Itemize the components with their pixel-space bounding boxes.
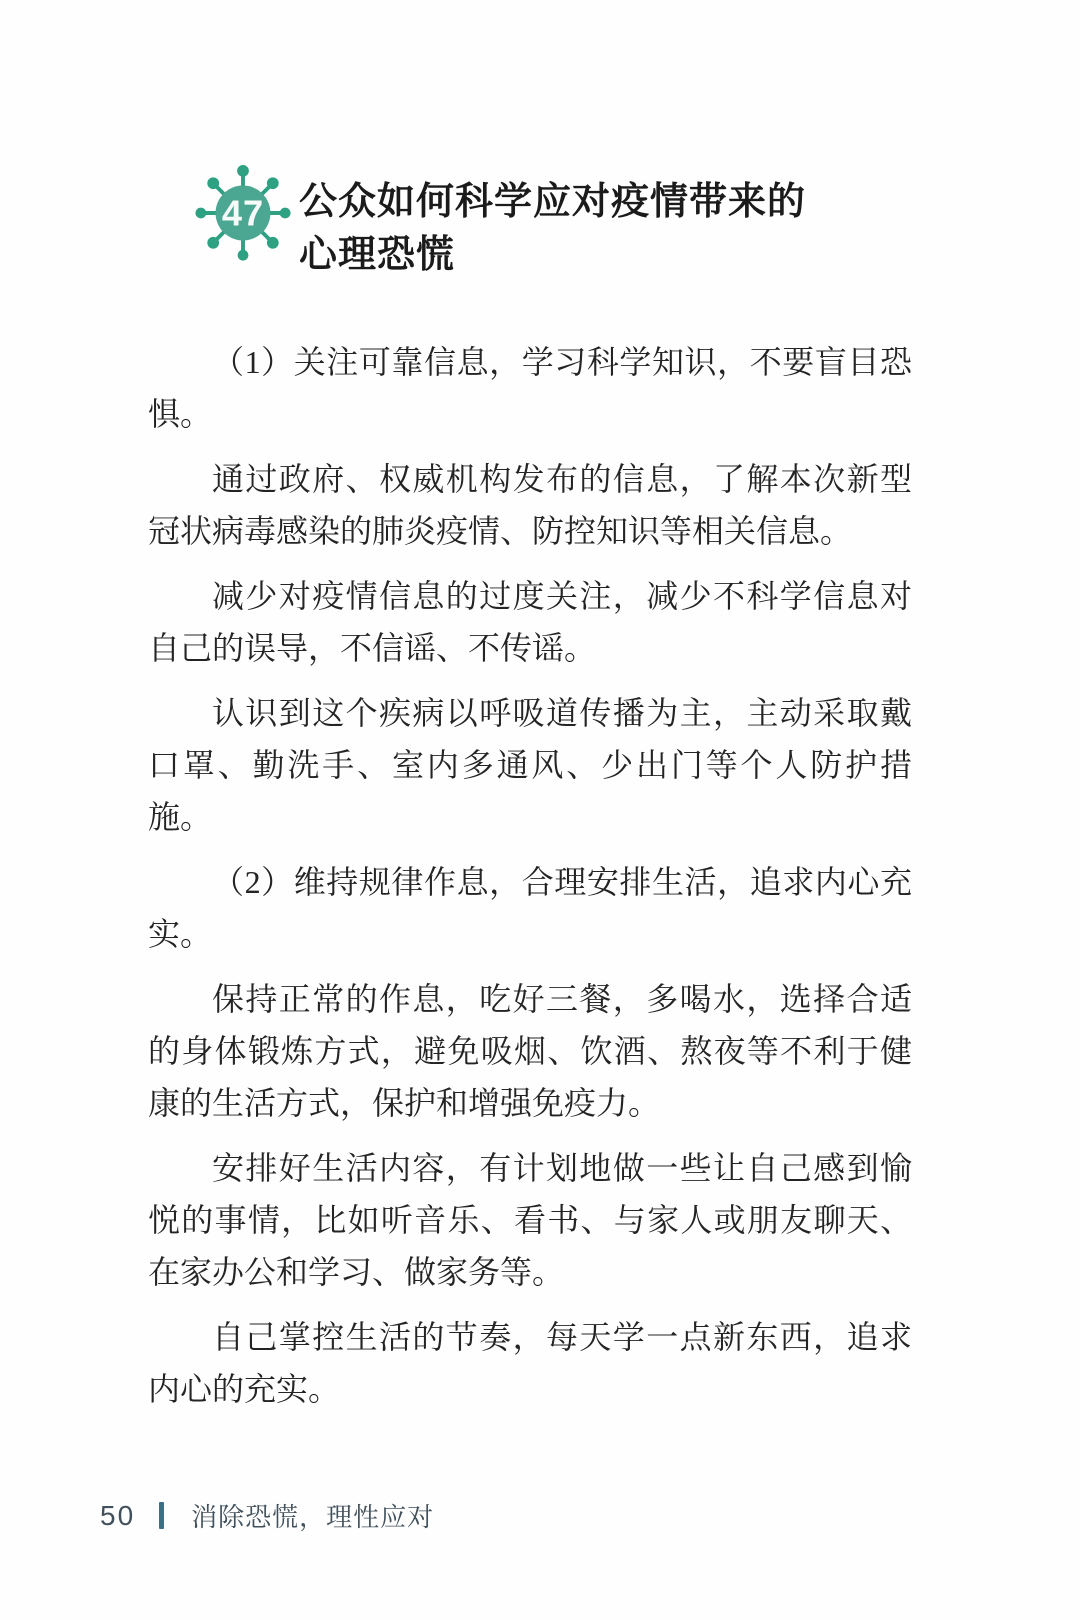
chapter-body	[148, 336, 912, 1428]
paragraph: 减少对疫情信息的过度关注，减少不科学信息对自己的误导，不信谣、不传谣。	[148, 578, 912, 666]
paragraph: 保持正常的作息，吃好三餐，多喝水，选择合适的身体锻炼方式，避免吸烟、饮酒、熬夜等不利于健康的生活方式，保护和增强免疫力。	[148, 981, 912, 1121]
virus-icon	[194, 164, 292, 262]
paragraph: 通过政府、权威机构发布的信息，了解本次新型冠状病毒感染的肺炎疫情、防控知识等相关信息。	[148, 461, 912, 549]
footer-divider-bar	[159, 1502, 164, 1529]
chapter-title-line-2: 心理恐慌	[299, 234, 456, 276]
chapter-title	[299, 176, 819, 282]
running-footer-text: 消除恐慌，理性应对	[191, 1502, 435, 1532]
paragraph: （1）关注可靠信息，学习科学知识，不要盲目恐惧。	[148, 344, 912, 432]
page-footer	[100, 1497, 434, 1534]
paragraph: 安排好生活内容，有计划地做一些让自己感到愉悦的事情，比如听音乐、看书、与家人或朋友聊天、在家办公和学习、做家务等。	[148, 1150, 912, 1290]
paragraph: （2）维持规律作息，合理安排生活，追求内心充实。	[148, 864, 912, 952]
chapter-title-line-1: 公众如何科学应对疫情带来的	[299, 181, 807, 223]
paragraph: 自己掌控生活的节奏，每天学一点新东西，追求内心的充实。	[148, 1319, 912, 1407]
section-number: 47	[221, 192, 265, 234]
paragraph: 认识到这个疾病以呼吸道传播为主，主动采取戴口罩、勤洗手、室内多通风、少出门等个人防护措施。	[148, 695, 912, 835]
page-number: 50	[100, 1499, 136, 1531]
